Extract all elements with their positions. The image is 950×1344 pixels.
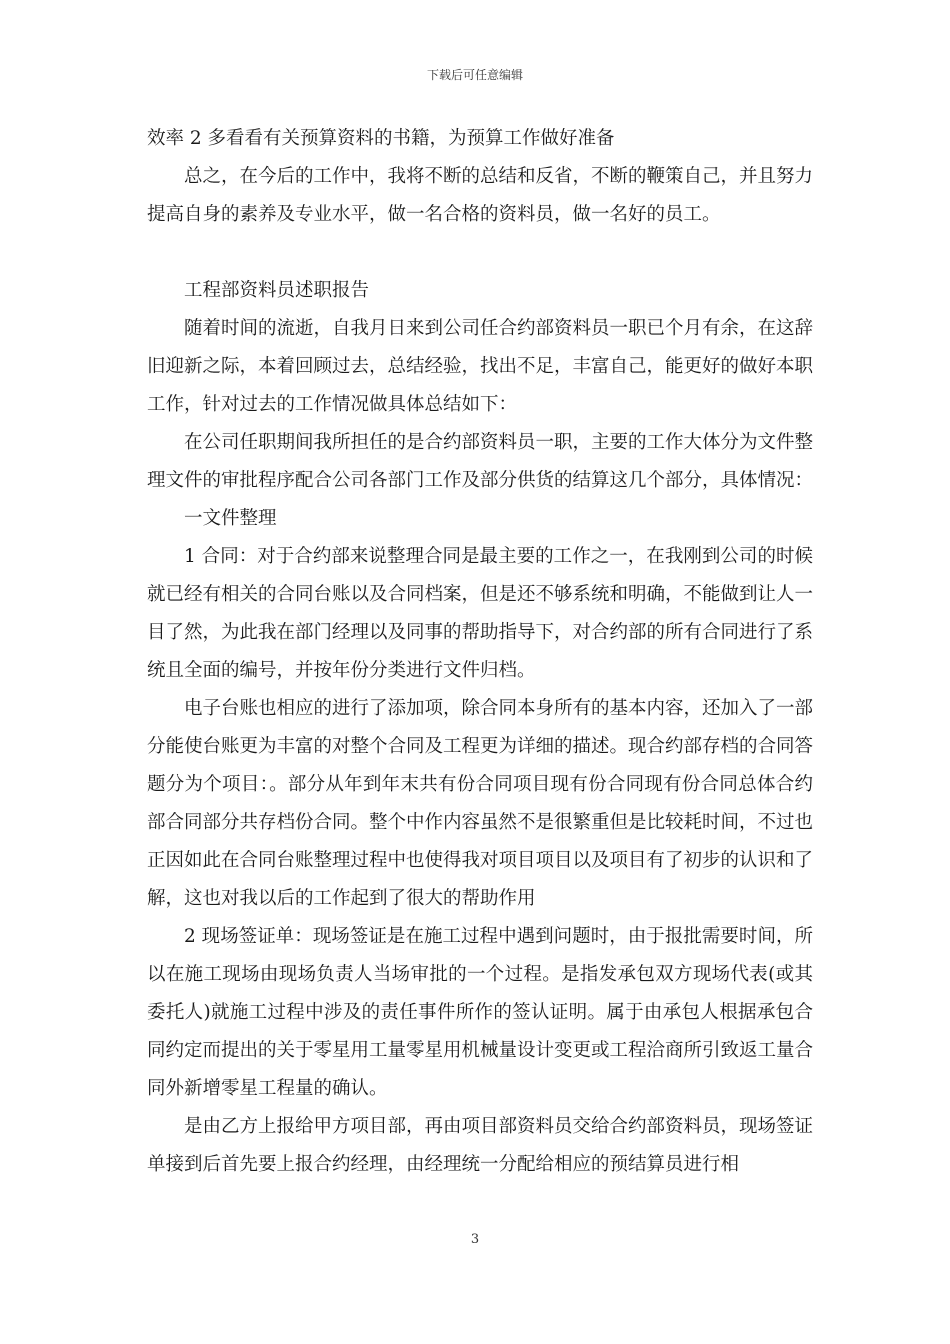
page-header: 下载后可任意编辑 [426,68,523,82]
paragraph: 2 现场签证单：现场签证是在施工过程中遇到问题时，由于报批需要时间，所以在施工现场由现场负责人当场审批的一个过程。是指发承包双方现场代表(或其委托人)就施工过程中涉及的责任事件所作的签认证明。属于由承包人根据承包合同约定而提出的关于零星用工量零星用机械量设计变更或工程洽商所引致返工量合同外新增零星工程量的确认。 [147,926,814,1099]
paragraph: 1 合同：对于合约部来说整理合同是最主要的工作之一，在我刚到公司的时候就已经有相关的合同台账以及合同档案，但是还不够系统和明确，不能做到让人一目了然，为此我在部门经理以及同事的帮助指导下，对合约部的所有合同进行了系统且全面的编号，并按年份分类进行文件归档。 [147,546,814,681]
paragraph: 随着时间的流逝，自我月日来到公司任合约部资料员一职已个月有余，在这辞旧迎新之际，本着回顾过去，总结经验，找出不足，丰富自己，能更好的做好本职工作，针对过去的工作情况做具体总结如下： [147,318,814,415]
page-number: 3 [470,1232,480,1247]
paragraph: 电子台账也相应的进行了添加项，除合同本身所有的基本内容，还加入了一部分能使台账更为丰富的对整个合同及工程更为详细的描述。现合约部存档的合同答题分为个项目：。部分从年到年末共有份合同项目现有份合同现有份合同总体合约部合同部分共存档份合同。整个中作内容虽然不是很繁重但是比较耗时间，不过也正因如此在合同台账整理过程中也使得我对项目项目以及项目有了初步的认识和了解，这也对我以后的工作起到了很大的帮助作用 [147,698,814,909]
paragraph: 效率 2 多看看有关预算资料的书籍，为预算工作做好准备 [147,128,615,149]
subsection-heading: 一文件整理 [184,508,277,529]
section-title: 工程部资料员述职报告 [184,280,370,301]
document-body [147,120,813,1184]
paragraph: 在公司任职期间我所担任的是合约部资料员一职，主要的工作大体分为文件整理文件的审批程序配合公司各部门工作及部分供货的结算这几个部分，具体情况： [147,432,814,491]
paragraph: 总之，在今后的工作中，我将不断的总结和反省，不断的鞭策自己，并且努力提高自身的素养及专业水平，做一名合格的资料员，做一名好的员工。 [147,166,814,225]
paragraph: 是由乙方上报给甲方项目部，再由项目部资料员交给合约部资料员，现场签证单接到后首先要上报合约经理，由经理统一分配给相应的预结算员进行相 [147,1116,814,1175]
